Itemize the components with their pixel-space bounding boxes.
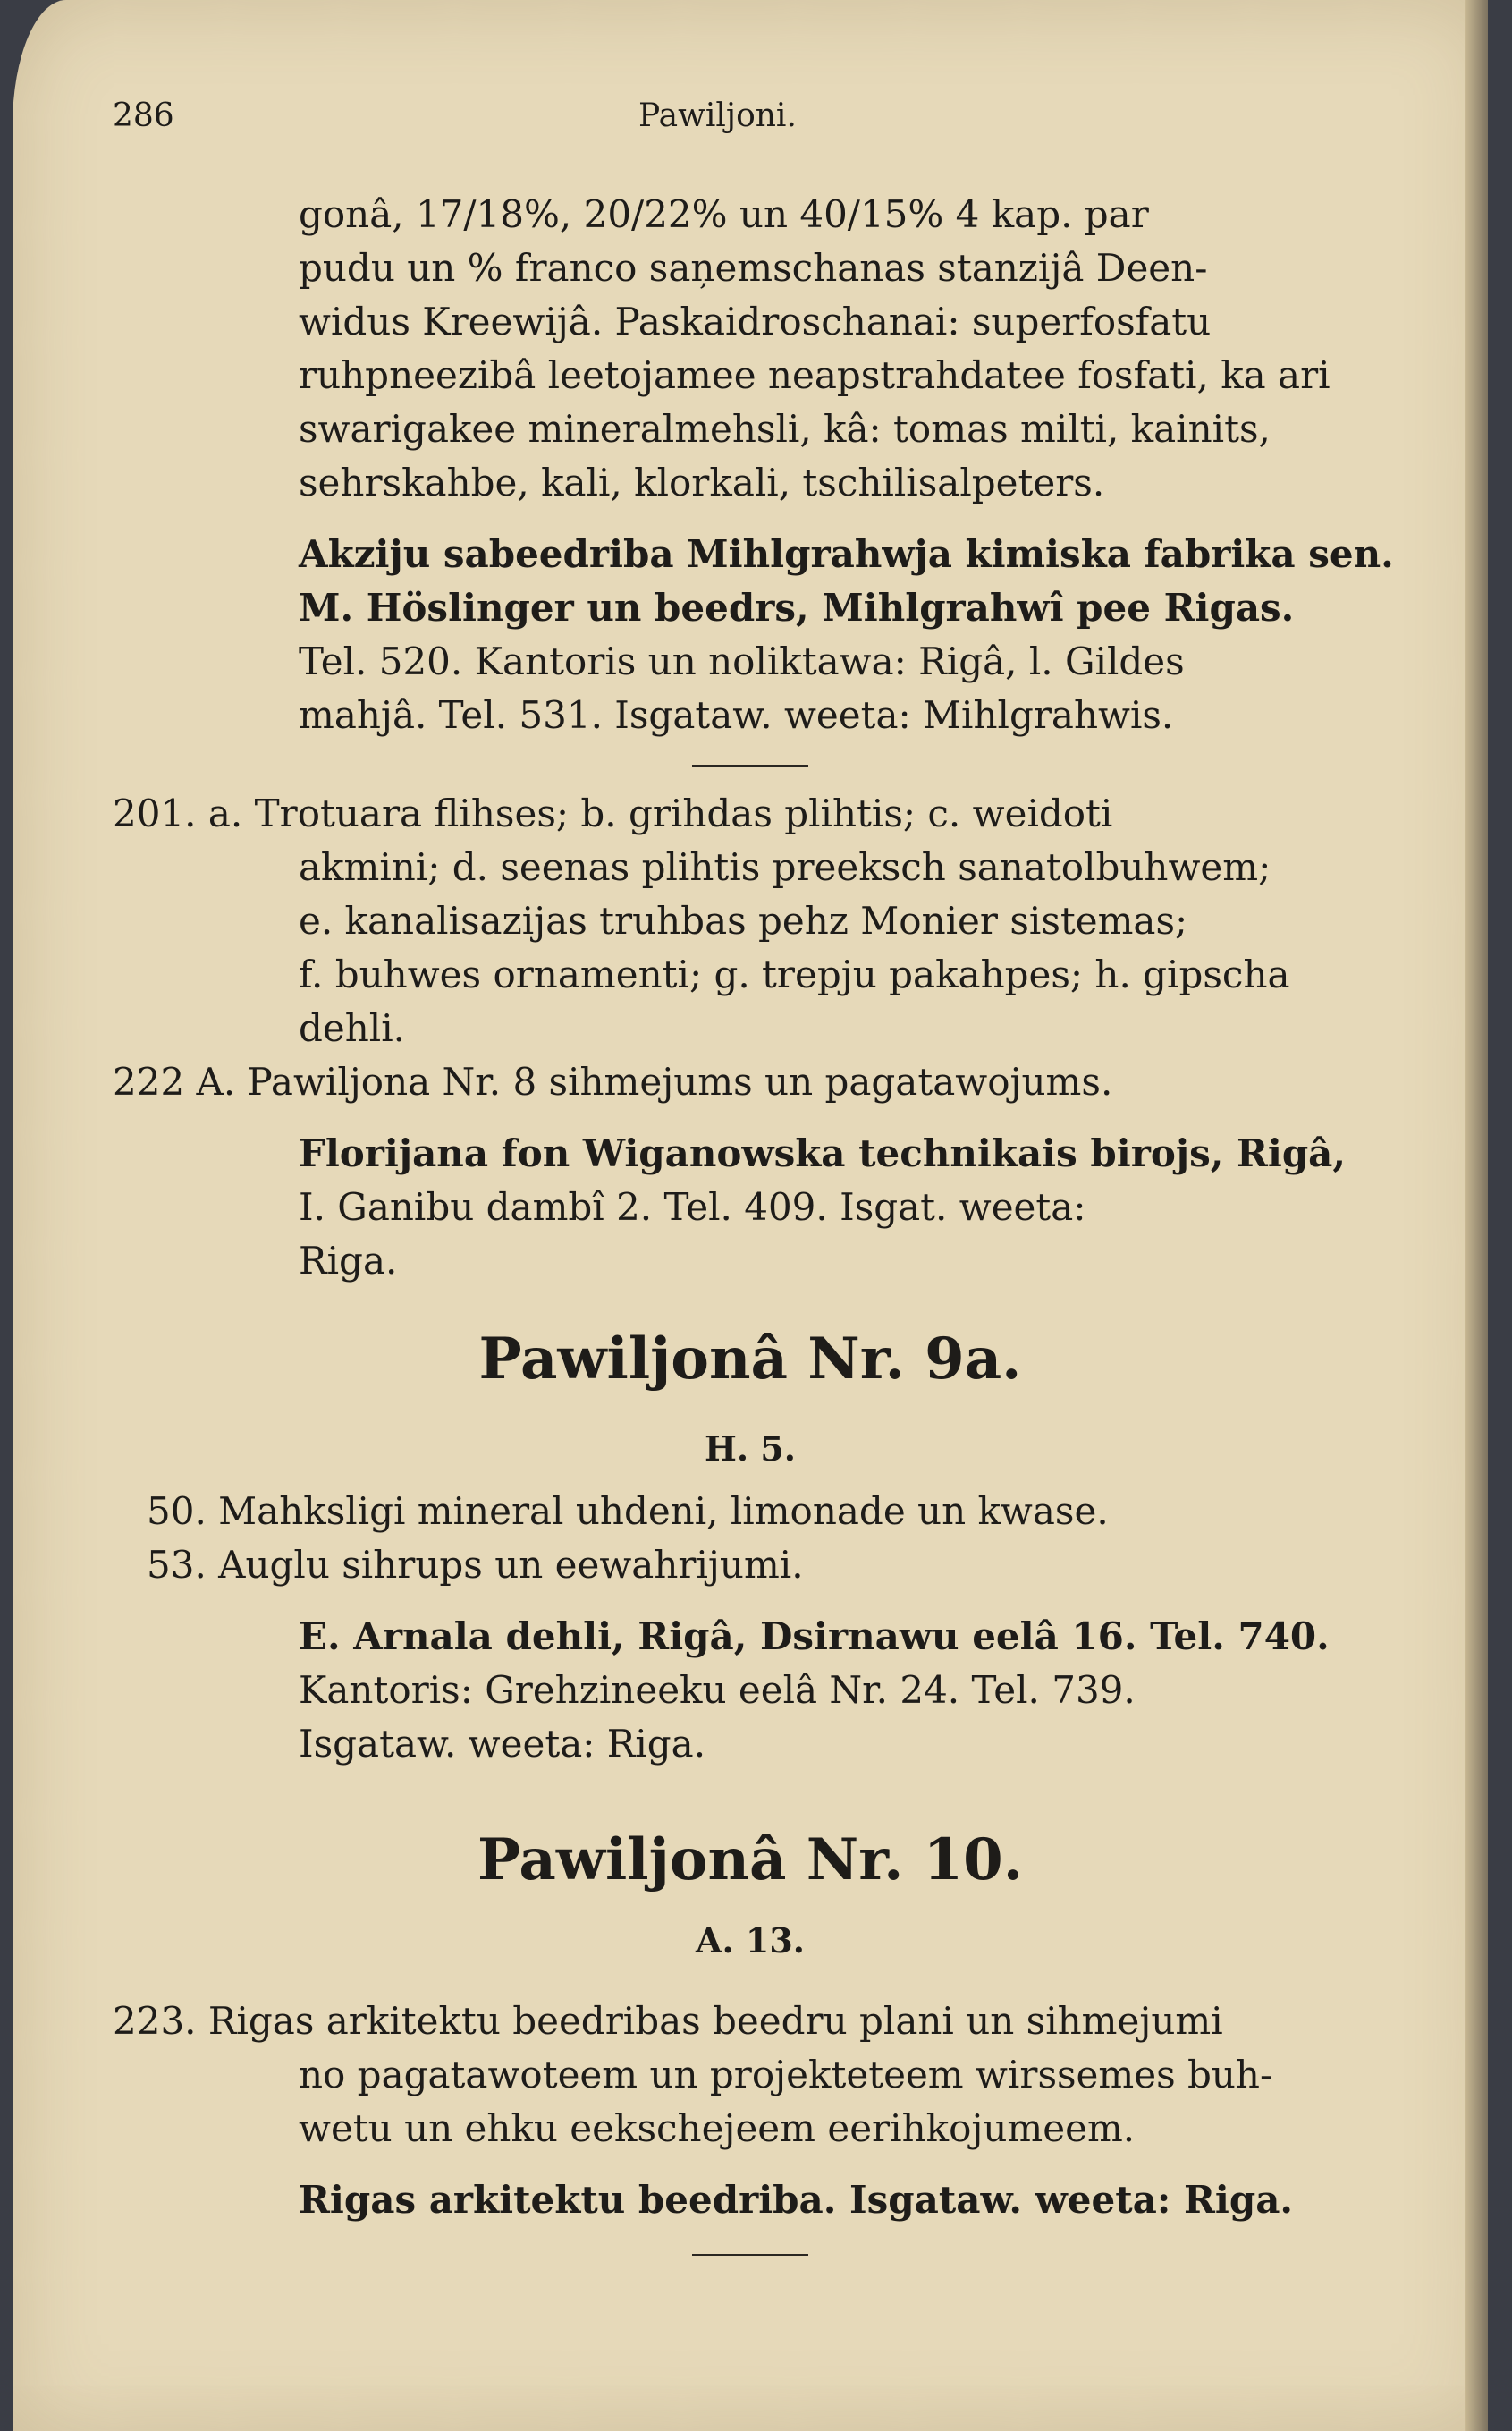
pavilion-heading: Pawiljonâ Nr. 10.: [477, 1826, 1023, 1893]
text-line: no pagatawoteem un projekteteem wirssemes buh-: [299, 2053, 1273, 2096]
entry-line: 223. Rigas arkitektu beedribas beedru plani un sihmejumi: [113, 1999, 1223, 2043]
text-line: I. Ganibu dambî 2. Tel. 409. Isgat. weeta:: [299, 1185, 1086, 1229]
text-line: akmini; d. seenas plihtis preeksch sanatolbuhwem;: [299, 845, 1271, 889]
text-line: e. kanalisazijas truhbas pehz Monier sistemas;: [299, 899, 1188, 943]
pavilion-heading: Pawiljonâ Nr. 9a.: [478, 1326, 1022, 1393]
text-line: sehrskahbe, kali, klorkali, tschilisalpeters.: [299, 461, 1105, 504]
exhibitor-name: Akziju sabeedriba Mihlgrahwja kimiska fabrika sen.: [299, 532, 1394, 576]
text-line: gonâ, 17/18%, 20/22% un 40/15% 4 kap. par: [299, 192, 1149, 236]
page-number: 286: [113, 97, 174, 134]
pavilion-subheading: A. 13.: [695, 1920, 806, 1961]
text-line: mahjâ. Tel. 531. Isgataw. weeta: Mihlgrahwis.: [299, 693, 1174, 737]
section-divider: [692, 765, 808, 767]
section-divider: [692, 2254, 808, 2256]
text-line: Tel. 520. Kantoris un noliktawa: Rigâ, l. Gildes: [299, 640, 1185, 683]
entry-line: 53. Auglu sihrups un eewahrijumi.: [147, 1543, 804, 1587]
entry-line: 50. Mahksligi mineral uhdeni, limonade un kwase.: [147, 1489, 1109, 1533]
text-line: swarigakee mineralmehsli, kâ: tomas milti, kainits,: [299, 407, 1271, 451]
text-line: widus Kreewijâ. Paskaidroschanai: superfosfatu: [299, 300, 1212, 343]
text-line: dehli.: [299, 1006, 406, 1050]
entry-line: 222 A. Pawiljona Nr. 8 sihmejums un pagatawojums.: [113, 1060, 1113, 1104]
text-line: f. buhwes ornamenti; g. trepju pakahpes; h. gipscha: [299, 953, 1290, 996]
text-line: Kantoris: Grehzineeku eelâ Nr. 24. Tel. 739.: [299, 1668, 1136, 1712]
exhibitor-name: M. Höslinger un beedrs, Mihlgrahwî pee Rigas.: [299, 586, 1295, 630]
text-line: Isgataw. weeta: Riga.: [299, 1722, 706, 1766]
text-line: ruhpneezibâ leetojamee neapstrahdatee fosfati, ka ari: [299, 353, 1330, 397]
exhibitor-name: E. Arnala dehli, Rigâ, Dsirnawu eelâ 16. Tel. 740.: [299, 1614, 1330, 1658]
running-title: Pawiljoni.: [638, 97, 797, 134]
book-page: [13, 0, 1488, 2431]
text-line: pudu un % franco saņemschanas stanzijâ Deen-: [299, 246, 1208, 290]
text-line: wetu un ehku eekschejeem eerihkojumeem.: [299, 2106, 1136, 2150]
entry-line: 201. a. Trotuara flihses; b. grihdas plihtis; c. weidoti: [113, 792, 1113, 835]
exhibitor-name: Rigas arkitektu beedriba. Isgataw. weeta: Riga.: [299, 2178, 1294, 2222]
text-line: Riga.: [299, 1239, 398, 1283]
pavilion-subheading: H. 5.: [704, 1428, 797, 1469]
exhibitor-name: Florijana fon Wiganowska technikais birojs, Rigâ,: [299, 1131, 1347, 1175]
